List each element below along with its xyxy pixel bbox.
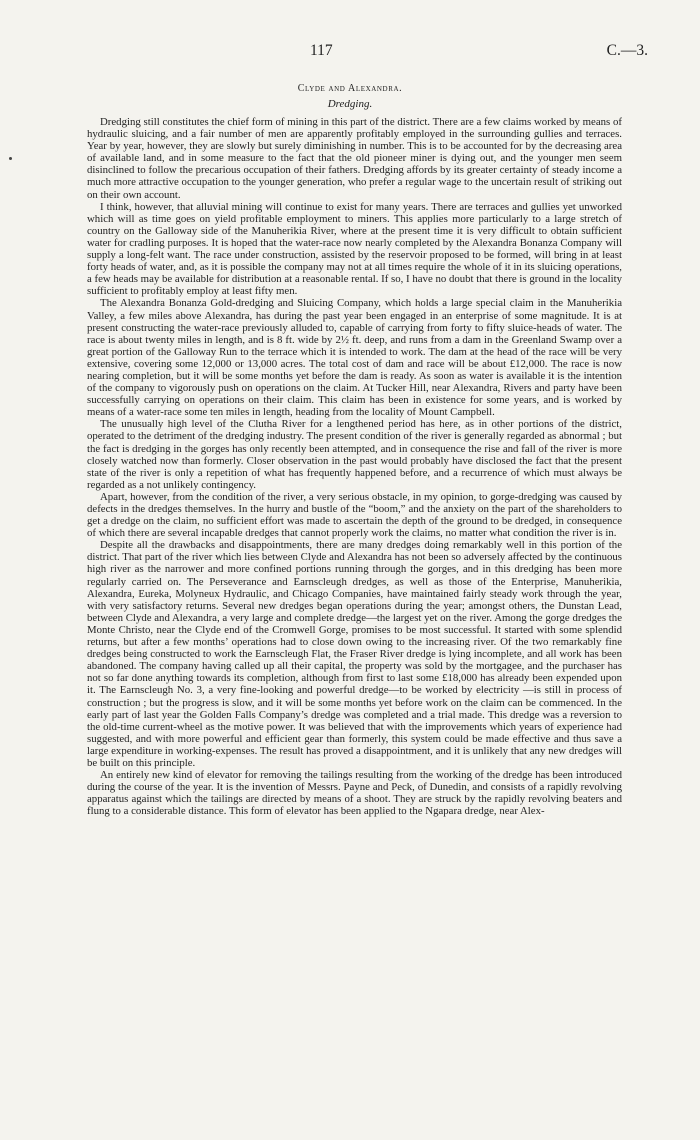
- body-text: [87, 116, 622, 817]
- margin-mark: [9, 157, 12, 160]
- paragraph-2: I think, however, that alluvial mining will continue to exist for many years. There are terraces and gullies yet unworked which will as time goes on yield profitable employment to miners. This applies more particularly to a large stretch of country on the Galloway side of the Manuherikia River, where at the present time it is very difficult to obtain sufficient water for cradling purposes. It is hoped that the water-race now nearly completed by the Alexandra Bonanza Company will supply a long-felt want. The race under construction, assisted by the reservoir proposed to be formed, will bring in at least forty heads of water, and, as it is possible the company may not at all times require the whole of it in its sluicing operations, a few heads may be available for distribution at a reasonable rental. If so, I have no doubt that there is ground in the locality sufficient to profitably employ at least fifty men.: [87, 200, 622, 298]
- paragraph-4: The unusually high level of the Clutha River for a lengthened period has here, as in other portions of the district, operated to the detriment of the dredging industry. The present condition of the river is generally regarded as abnormal ; but the fact is dredging in the gorges has only recently been attempted, and in consequence the rise and fall of the river is more closely watched now than formerly. Closer observation in the past would probably have disclosed the fact that the present state of the river is only a repetition of what has frequently happened before, and a recurrence of which must always be regarded as a not unlikely contingency.: [87, 418, 622, 491]
- paragraph-1: Dredging still constitutes the chief form of mining in this part of the district. There are a few claims worked by means of hydraulic sluicing, and a fair number of men are apparently profitably employed in the surrounding gullies and terraces. Year by year, however, they are slowly but surely diminishing in number. This is to be accounted for by the decreasing area of available land, and in some measure to the fact that the old pioneer miner is dying out, and the younger men seem disinclined to follow the precarious occupation of their fathers. Dredging affords by its greater certainty of steady income a much more attractive occupation to the younger generation, who prefer a regular wage to the uncertain result of striking out on their own account.: [87, 116, 622, 201]
- paragraph-7: An entirely new kind of elevator for removing the tailings resulting from the working of the dredge has been introduced during the course of the year. It is the invention of Messrs. Payne and Peck, of Dunedin, and consists of a rapidly revolving apparatus against which the tailings are directed by means of a shoot. They are struck by the rapidly revolving beaters and flung to a considerable distance. This form of elevator has been applied to the Ngapara dredge, near Alex-: [87, 769, 622, 818]
- paragraph-5: Apart, however, from the condition of the river, a very serious obstacle, in my opinion, to gorge-dredging was caused by defects in the dredges themselves. In the hurry and bustle of the “boom,” and the anxiety on the part of the shareholders to get a dredge on the claim, no sufficient effort was made to ascertain the depth of the ground to be dredged, in consequence of which there are several incapable dredges that cannot properly work the claims, no matter what condition the river is in.: [87, 490, 622, 540]
- section-subtitle: Dredging.: [327, 98, 373, 110]
- page-header: [0, 42, 700, 64]
- document-reference: C.—3.: [606, 42, 648, 59]
- paragraph-6: Despite all the drawbacks and disappointments, there are many dredges doing remarkably well in this portion of the district. That part of the river which lies between Clyde and Alexandra has not been so adversely affected by the continuous high river as the narrower and more confined portions running through the gorges, and in this dredging has been more regularly carried on. The Perseverance and Earnscleugh dredges, as well as those of the Enterprise, Manuherikia, Alexandra, Eureka, Molyneux Hydraulic, and Chicago Companies, have maintained fairly steady work through the year, with very satisfactory returns. Several new dredges began operations during the year; amongst others, the Dunstan Lead, between Clyde and Alexandra, a very large and complete dredge—the largest yet on the river. Among the gorge dredges the Monte Christo, near the Clyde end of the Cromwell Gorge, promises to be most successful. It started with some splendid returns, but after a few months’ operations had to close down owing to the increasing river. Of the two remarkably fine dredges being constructed to work the Earnscleugh Flat, the Fraser River dredge is lying incomplete, and all work has been abandoned. The company having called up all their capital, the property was sold by the mortgagee, and the purchaser has not so far done anything towards its completion, although from first to last some £18,000 has already been expended upon it. The Earnscleugh No. 3, a very fine-looking and powerful dredge—to be worked by electricity —is still in process of construction ; but the progress is slow, and it will be some months yet before work on the claim can be commenced. In the early part of last year the Golden Falls Company’s dredge was completed and a trial made. This dredge was a reversion to the old-time current-wheel as the motive power. It was believed that with the improvements which years of experience had suggested, and with more powerful and efficient gear than formerly, this system could be made effective and thus save a large expenditure in working-expenses. The result has proved a disappointment, and it is unlikely that any new dredges will be built on this principle.: [87, 539, 622, 769]
- page-number: 117: [310, 42, 333, 59]
- section-title: Clyde and Alexandra.: [297, 83, 403, 94]
- paragraph-3: The Alexandra Bonanza Gold-dredging and Sluicing Company, which holds a large special claim in the Manuherikia Valley, a few miles above Alexandra, has during the past year been engaged in an enterprise of some magnitude. It is at present constructing the water-race previously alluded to, capable of carrying from forty to fifty sluice-heads of water. The race is about twenty miles in length, and is 8 ft. wide by 2½ ft. deep, and runs from a dam in the Greenland Swamp over a great portion of the Galloway Run to the terrace which it is intended to work. The dam at the head of the race will be very extensive, covering some 12,000 or 13,000 acres. The total cost of dam and race will be about £12,000. The race is now nearing completion, but it will be some months yet before the dam is ready. As soon as water is available it is the intention of the company to vigorously push on operations on the claim. At Tucker Hill, near Alexandra, Rivers and party have been successfully carrying on operations on their claim. This claim has been in existence for some years, and is worked by means of a water-race some ten miles in length, heading from the locality of Mount Campbell.: [87, 297, 622, 419]
